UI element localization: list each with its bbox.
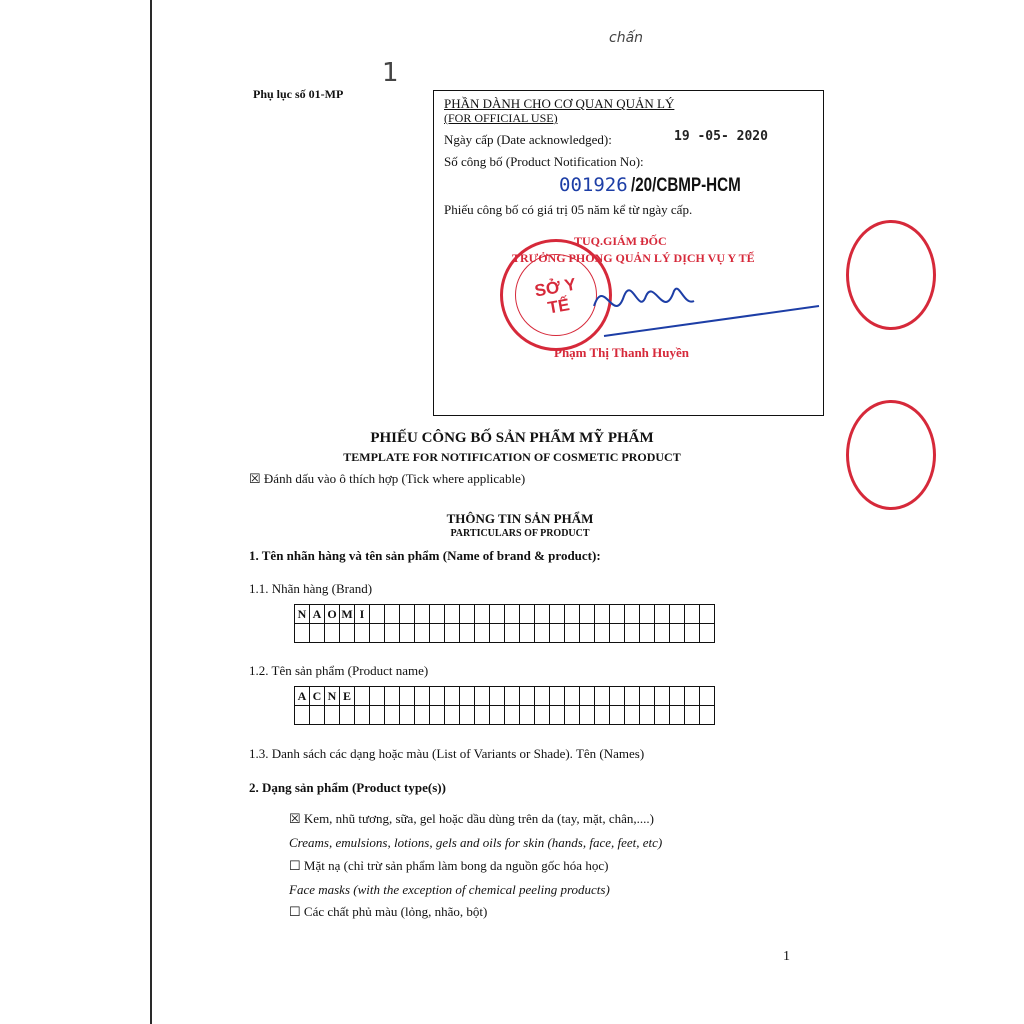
product-grid-cell[interactable] [490, 706, 505, 725]
brand-grid-cell[interactable] [415, 605, 430, 624]
notification-no-number: 001926 [559, 174, 628, 196]
brand-grid-cell[interactable]: M [340, 605, 355, 624]
option-face-masks[interactable]: ☐ Mặt nạ (chỉ trừ sản phẩm làm bong da nguồn gốc hóa học) [289, 858, 609, 873]
product-grid-cell[interactable] [355, 687, 370, 706]
official-title-vi: PHẦN DÀNH CHO CƠ QUAN QUẢN LÝ [444, 96, 675, 111]
product-grid-cell[interactable] [490, 687, 505, 706]
product-grid-cell[interactable] [415, 687, 430, 706]
signature [584, 266, 824, 346]
product-grid-cell[interactable] [610, 706, 625, 725]
product-grid-cell[interactable] [670, 706, 685, 725]
brand-grid-cell[interactable]: A [310, 605, 325, 624]
product-grid-cell[interactable] [475, 706, 490, 725]
brand-grid-cell[interactable] [595, 605, 610, 624]
product-grid-cell[interactable] [340, 706, 355, 725]
brand-grid-cell[interactable] [355, 624, 370, 643]
form-title-vi: PHIẾU CÔNG BỐ SẢN PHẨM MỸ PHẨM [370, 430, 654, 446]
page-number: 1 [783, 949, 790, 964]
product-grid-cell[interactable] [670, 687, 685, 706]
product-grid-cell[interactable] [565, 706, 580, 725]
brand-grid-cell[interactable] [460, 605, 475, 624]
question-1-heading: 1. Tên nhãn hàng và tên sản phẩm (Name of brand & product): [249, 548, 601, 563]
brand-grid-cell[interactable] [565, 605, 580, 624]
product-grid-cell[interactable] [535, 687, 550, 706]
product-grid-cell[interactable] [565, 687, 580, 706]
brand-grid-cell[interactable] [685, 624, 700, 643]
option-face-masks-en: Face masks (with the exception of chemical peeling products) [289, 882, 610, 897]
brand-grid-cell[interactable] [520, 605, 535, 624]
product-grid-cell[interactable] [370, 687, 385, 706]
brand-grid-cell[interactable] [670, 605, 685, 624]
product-grid-cell[interactable] [310, 706, 325, 725]
product-grid-cell[interactable] [520, 687, 535, 706]
product-grid-cell[interactable] [355, 706, 370, 725]
brand-grid-cell[interactable] [565, 624, 580, 643]
option-creams-en: Creams, emulsions, lotions, gels and oils for skin (hands, face, feet, etc) [289, 835, 663, 850]
product-grid-cell[interactable] [685, 687, 700, 706]
product-grid-cell[interactable] [655, 687, 670, 706]
brand-grid-cell[interactable] [700, 605, 715, 624]
product-grid-cell[interactable] [370, 706, 385, 725]
brand-grid-cell[interactable] [595, 624, 610, 643]
brand-grid-cell[interactable] [700, 624, 715, 643]
product-grid-cell[interactable] [625, 706, 640, 725]
handwritten-note: chấn [609, 30, 644, 46]
brand-grid-cell[interactable] [475, 624, 490, 643]
brand-grid-cell[interactable] [400, 605, 415, 624]
official-title-en: (FOR OFFICIAL USE) [444, 111, 558, 125]
official-use-box [433, 90, 824, 416]
product-grid-cell[interactable] [400, 706, 415, 725]
brand-grid-cell[interactable] [535, 624, 550, 643]
brand-grid-cell[interactable] [445, 605, 460, 624]
brand-grid-cell[interactable] [550, 624, 565, 643]
brand-grid-cell[interactable] [325, 624, 340, 643]
brand-grid-cell[interactable] [670, 624, 685, 643]
product-grid-cell[interactable] [550, 687, 565, 706]
brand-grid-cell[interactable] [385, 605, 400, 624]
product-name-label: 1.2. Tên sản phẩm (Product name) [249, 663, 429, 678]
date-value: 19 -05- 2020 [674, 129, 768, 144]
brand-grid-cell[interactable] [610, 605, 625, 624]
product-grid-cell[interactable] [430, 706, 445, 725]
product-grid-cell[interactable] [505, 706, 520, 725]
brand-grid-cell[interactable] [550, 605, 565, 624]
brand-grid-cell[interactable] [655, 605, 670, 624]
brand-grid-cell[interactable] [370, 624, 385, 643]
brand-grid-cell[interactable] [415, 624, 430, 643]
product-grid-cell[interactable] [640, 706, 655, 725]
brand-grid-row [295, 605, 715, 624]
notification-no-label: Số công bố (Product Notification No): [444, 154, 644, 169]
brand-label: 1.1. Nhãn hàng (Brand) [249, 581, 373, 596]
product-grid-cell[interactable] [625, 687, 640, 706]
product-grid-cell[interactable] [640, 687, 655, 706]
product-grid-cell[interactable] [535, 706, 550, 725]
validity-note: Phiếu công bố có giá trị 05 năm kể từ ngày cấp. [444, 202, 693, 217]
seal-text: SỞ Y TẾ [533, 274, 578, 318]
product-grid-cell[interactable] [385, 687, 400, 706]
product-grid-cell[interactable] [415, 706, 430, 725]
brand-grid-cell[interactable] [610, 624, 625, 643]
form-title-en: TEMPLATE FOR NOTIFICATION OF COSMETIC PRODUCT [343, 450, 681, 464]
handwritten-mark: 1 [382, 58, 399, 88]
signer-title-1: TUQ.GIÁM ĐỐC [574, 234, 667, 248]
product-grid-cell[interactable] [685, 706, 700, 725]
appendix-label: Phụ lục số 01-MP [253, 87, 344, 101]
brand-grid-cell[interactable] [340, 624, 355, 643]
brand-grid-cell[interactable] [490, 624, 505, 643]
product-grid-cell[interactable] [550, 706, 565, 725]
product-grid-cell[interactable]: A [295, 687, 310, 706]
product-grid-cell[interactable] [505, 687, 520, 706]
product-grid-cell[interactable] [430, 687, 445, 706]
brand-grid-cell[interactable] [385, 624, 400, 643]
date-label: Ngày cấp (Date acknowledged): [444, 132, 612, 147]
product-grid-cell[interactable] [595, 706, 610, 725]
brand-grid-cell[interactable] [370, 605, 385, 624]
brand-grid-cell[interactable] [460, 624, 475, 643]
section-title-en: PARTICULARS OF PRODUCT [450, 528, 590, 539]
variants-label: 1.3. Danh sách các dạng hoặc màu (List of Variants or Shade). Tên (Names) [249, 746, 645, 761]
brand-grid-cell[interactable] [445, 624, 460, 643]
product-grid-cell[interactable] [580, 706, 595, 725]
notification-no [559, 174, 768, 197]
brand-grid-cell[interactable] [400, 624, 415, 643]
product-grid-cell[interactable] [325, 706, 340, 725]
option-color-coatings[interactable]: ☐ Các chất phủ màu (lỏng, nhão, bột) [289, 904, 488, 919]
notification-no-suffix: /20/CBMP-HCM [630, 175, 741, 196]
brand-grid-cell[interactable] [505, 605, 520, 624]
brand-grid-cell[interactable] [430, 605, 445, 624]
product-grid-row [295, 706, 715, 725]
brand-grid-cell[interactable]: N [295, 605, 310, 624]
option-creams[interactable]: ☒ Kem, nhũ tương, sữa, gel hoặc dầu dùng trên da (tay, mặt, chân,....) [289, 811, 654, 826]
product-grid-cell[interactable] [580, 687, 595, 706]
product-grid-cell[interactable] [400, 687, 415, 706]
brand-grid-cell[interactable] [430, 624, 445, 643]
brand-grid-cell[interactable] [520, 624, 535, 643]
brand-grid-cell[interactable] [580, 605, 595, 624]
product-grid-cell[interactable]: C [310, 687, 325, 706]
product-grid-cell[interactable] [295, 706, 310, 725]
brand-grid-cell[interactable] [580, 624, 595, 643]
product-grid-cell[interactable] [520, 706, 535, 725]
product-grid-cell[interactable] [445, 687, 460, 706]
brand-grid-cell[interactable] [685, 605, 700, 624]
product-grid-cell[interactable] [595, 687, 610, 706]
brand-grid-cell[interactable] [625, 605, 640, 624]
brand-grid-cell[interactable] [295, 624, 310, 643]
question-2-heading: 2. Dạng sản phẩm (Product type(s)) [249, 780, 446, 795]
brand-grid-cell[interactable] [310, 624, 325, 643]
brand-grid-cell[interactable]: O [325, 605, 340, 624]
product-grid-row [295, 687, 715, 706]
brand-grid-cell[interactable] [625, 624, 640, 643]
brand-grid-cell[interactable] [490, 605, 505, 624]
brand-grid-cell[interactable] [640, 605, 655, 624]
product-grid-cell[interactable] [610, 687, 625, 706]
brand-grid-cell[interactable] [640, 624, 655, 643]
product-grid-cell[interactable] [445, 706, 460, 725]
brand-grid-cell[interactable] [655, 624, 670, 643]
brand-grid-cell[interactable] [505, 624, 520, 643]
product-name-grid [294, 686, 715, 725]
product-grid-cell[interactable] [655, 706, 670, 725]
product-grid-cell[interactable] [475, 687, 490, 706]
edge-seal-top [846, 220, 936, 330]
product-grid-cell[interactable]: N [325, 687, 340, 706]
product-grid-cell[interactable] [700, 706, 715, 725]
signer-name: Phạm Thị Thanh Huyền [554, 345, 689, 360]
section-title-vi: THÔNG TIN SẢN PHẨM [446, 511, 594, 526]
signer-title-2: TRƯỞNG PHÒNG QUẢN LÝ DỊCH VỤ Y TẾ [512, 251, 755, 265]
product-grid-cell[interactable]: E [340, 687, 355, 706]
brand-grid [294, 604, 715, 643]
product-grid-cell[interactable] [460, 706, 475, 725]
brand-grid-row [295, 624, 715, 643]
product-grid-cell[interactable] [700, 687, 715, 706]
brand-grid-cell[interactable] [535, 605, 550, 624]
brand-grid-cell[interactable] [475, 605, 490, 624]
brand-grid-cell[interactable]: I [355, 605, 370, 624]
tick-instruction: ☒ Đánh dấu vào ô thích hợp (Tick where applicable) [249, 471, 526, 486]
product-grid-cell[interactable] [385, 706, 400, 725]
product-grid-cell[interactable] [460, 687, 475, 706]
